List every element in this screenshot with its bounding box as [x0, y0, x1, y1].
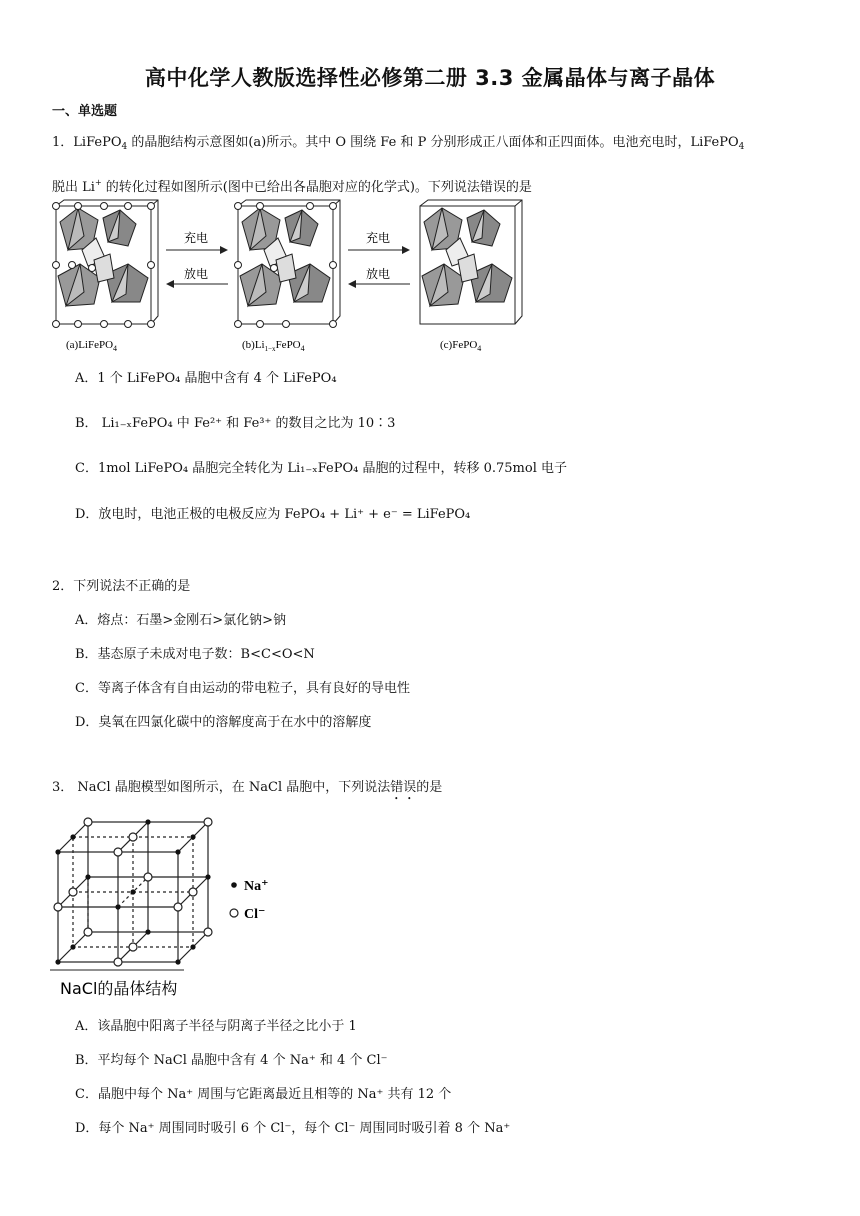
discharge-label: 放电 — [184, 267, 209, 281]
question-1-stem-line2 — [52, 174, 532, 197]
q3-option-b[interactable]: B．平均每个 NaCl 晶胞中含有 4 个 Na⁺ 和 4 个 Cl⁻ — [75, 1053, 388, 1068]
charge-label: 充电 — [184, 231, 209, 245]
q3-option-a[interactable]: A．该晶胞中阳离子半径与阴离子半径之比小于 1 — [75, 1019, 357, 1034]
question-2-stem: 2．下列说法不正确的是 — [52, 579, 191, 594]
nacl-crystal-figure — [44, 812, 294, 1002]
page-title: 高中化学人教版选择性必修第二册 3.3 金属晶体与离子晶体 — [144, 66, 716, 90]
q2-option-b[interactable]: B．基态原子未成对电子数：B<C<O<N — [75, 647, 315, 662]
nacl-caption: NaCl的晶体结构 — [60, 979, 178, 998]
stem-text: 的晶胞结构示意图如(a)所示。其中 O 围绕 Fe 和 P 分别形成正八面体和正四面体。电池充电时，LiFePO — [127, 135, 739, 150]
caption-a: (a)LiFePO$_4$ — [66, 339, 118, 353]
q2-option-c[interactable]: C．等离子体含有自由运动的带电粒子，具有良好的导电性 — [75, 681, 410, 696]
stem-text: 3． NaCl 晶胞模型如图所示，在 NaCl 晶胞中，下列说法 — [52, 780, 391, 795]
q3-option-c[interactable]: C．晶胞中每个 Na⁺ 周围与它距离最近且相等的 Na⁺ 共有 12 个 — [75, 1087, 452, 1102]
stem-text: 脱出 Li — [52, 180, 95, 195]
arrows-a-b — [166, 230, 228, 288]
cell-b — [235, 200, 341, 328]
q1-option-c[interactable]: C．1mol LiFePO₄ 晶胞完全转化为 Li₁₋ₓFePO₄ 晶胞的过程中，转移 0.75mol 电子 — [75, 461, 567, 476]
caption-b: $(b)Li_{1-x}FePO_4$ — [242, 339, 305, 353]
q3-option-d[interactable]: D．每个 Na⁺ 周围同时吸引 6 个 Cl⁻，每个 Cl⁻ 周围同时吸引着 8 个 Na⁺ — [75, 1121, 511, 1136]
question-1-stem-line1 — [52, 134, 744, 156]
question-3-stem — [52, 779, 442, 803]
q1-option-a[interactable]: A．1 个 LiFePO₄ 晶胞中含有 4 个 LiFePO₄ — [75, 371, 337, 386]
section-heading: 一、单选题 — [52, 104, 118, 119]
stem-text: 的转化过程如图所示(图中已给出各晶胞对应的化学式)。下列说法错误的是 — [101, 180, 532, 195]
q1-option-b[interactable]: B． Li₁₋ₓFePO₄ 中 Fe²⁺ 和 Fe³⁺ 的数目之比为 10∶3 — [75, 416, 396, 431]
superscript: + — [94, 178, 102, 187]
subscript: 4 — [738, 142, 745, 152]
legend-cl: Cl⁻ — [244, 907, 266, 922]
subscript: 4 — [121, 142, 128, 152]
cl-legend-dot — [230, 909, 238, 917]
emphasis-text: 错误 — [390, 780, 417, 795]
arrows-b-c — [348, 230, 410, 288]
cell-a — [53, 200, 159, 328]
lifepo4-transformation-figure — [48, 198, 528, 358]
formula-text: LiFePO — [73, 135, 122, 150]
charge-label: 充电 — [366, 231, 391, 245]
cell-c — [420, 200, 522, 324]
q2-option-d[interactable]: D．臭氧在四氯化碳中的溶解度高于在水中的溶解度 — [75, 715, 372, 730]
legend-na: Na⁺ — [244, 879, 269, 894]
stem-text: 的是 — [416, 780, 443, 795]
discharge-label: 放电 — [366, 267, 391, 281]
caption-c: (c)FePO$_4$ — [440, 339, 482, 353]
na-legend-dot — [231, 882, 237, 888]
question-number: 1． — [52, 135, 74, 150]
q2-option-a[interactable]: A．熔点：石墨>金刚石>氯化钠>钠 — [75, 613, 287, 628]
q1-option-d[interactable]: D．放电时，电池正极的电极反应为 FePO₄ + Li⁺ + e⁻ = LiFePO₄ — [75, 507, 471, 522]
